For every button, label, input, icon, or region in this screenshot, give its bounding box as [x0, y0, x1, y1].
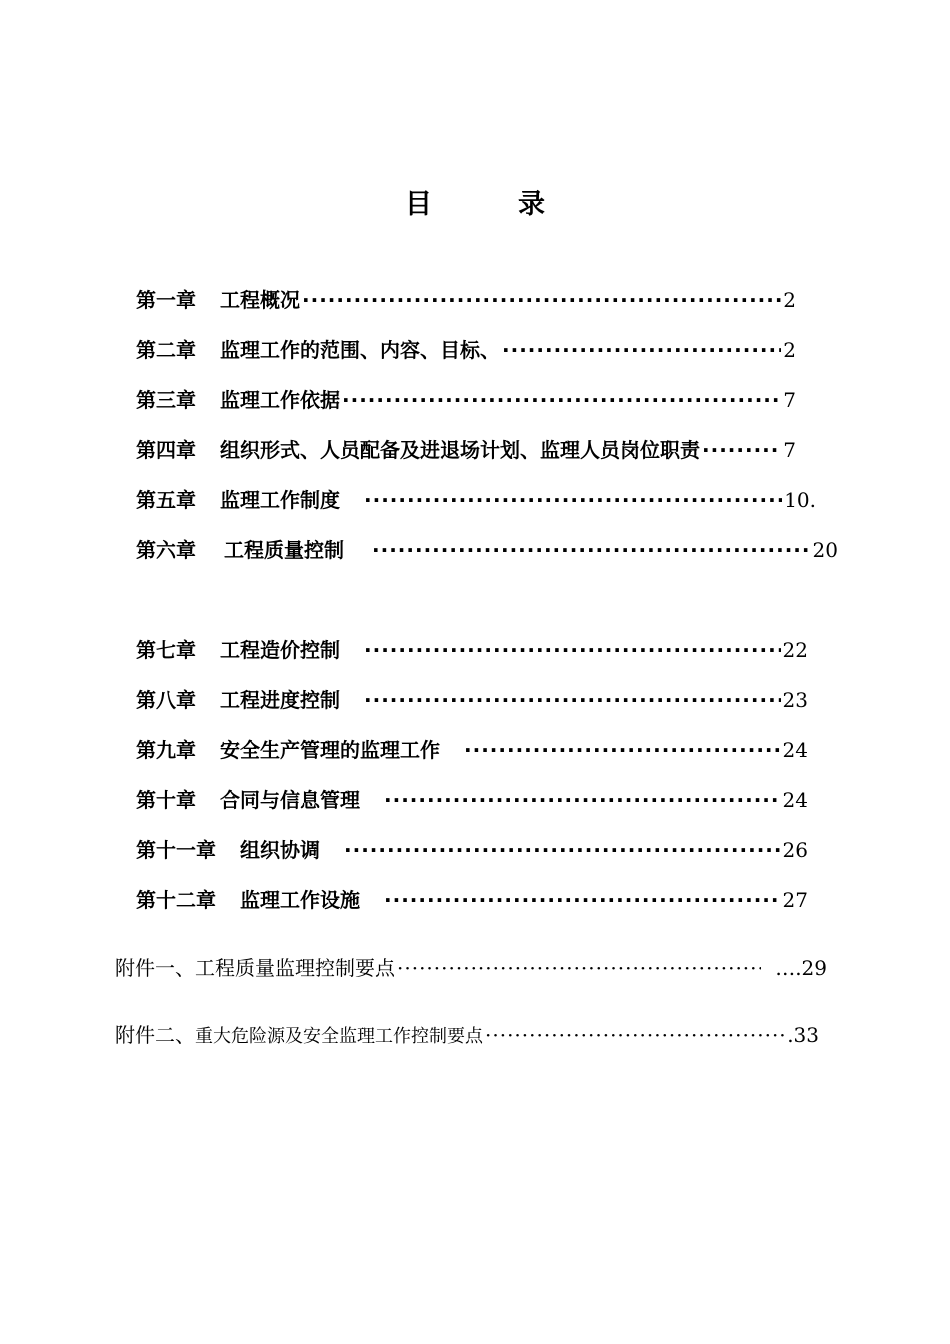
toc-entry-chapter-11[interactable] [136, 836, 808, 864]
toc-entry-appendix-2[interactable] [115, 1021, 819, 1051]
toc-entry-chapter-4[interactable] [136, 436, 796, 464]
dot-leader [502, 336, 781, 364]
dot-leader [372, 536, 811, 564]
chapter-title: 监理工作制度 [220, 488, 340, 512]
chapter-number: 第三章 [136, 388, 196, 412]
chapter-title: 安全生产管理的监理工作 [220, 738, 440, 762]
chapter-title: 工程进度控制 [220, 688, 340, 712]
chapter-page-number: 2 [783, 288, 796, 312]
chapter-title: 工程造价控制 [220, 638, 340, 662]
chapter-number: 第四章 [136, 438, 196, 462]
chapter-title: 合同与信息管理 [220, 788, 360, 812]
dot-leader [702, 436, 781, 464]
chapter-title: 监理工作依据 [220, 388, 340, 412]
toc-entry-chapter-5[interactable] [136, 486, 816, 514]
toc-entry-appendix-1[interactable] [115, 954, 827, 982]
chapter-number: 第二章 [136, 338, 196, 362]
chapter-page-number: 7 [783, 438, 796, 462]
title-char-1: 目 [405, 189, 432, 220]
chapter-title: 监理工作的范围、内容、目标、 [220, 338, 500, 362]
chapter-title: 工程概况 [220, 288, 300, 312]
dot-leader [344, 836, 781, 864]
dot-leader [364, 686, 781, 714]
chapter-number: 第十一章 [136, 838, 216, 862]
appendix-prefix: 附件一、 [115, 956, 195, 980]
dot-leader [485, 1021, 785, 1049]
chapter-title: 组织形式、人员配备及进退场计划、监理人员岗位职责 [220, 438, 700, 462]
chapter-page-number: 20 [812, 538, 838, 562]
chapter-title: 监理工作设施 [240, 888, 360, 912]
dot-leader [397, 954, 761, 982]
appendix-title: 重大危险源及安全监理工作控制要点 [195, 1026, 483, 1047]
chapter-page-number: 22 [782, 638, 808, 662]
dot-leader [464, 736, 781, 764]
chapter-page-number: 24 [782, 738, 808, 762]
chapter-page-number: 10. [784, 488, 816, 512]
toc-entry-chapter-8[interactable] [136, 686, 808, 714]
chapter-number: 第五章 [136, 488, 196, 512]
chapter-number: 第十二章 [136, 888, 216, 912]
chapter-page-number: 2 [783, 338, 796, 362]
chapter-number: 第八章 [136, 688, 196, 712]
toc-entry-chapter-1[interactable] [136, 286, 796, 314]
toc-entry-chapter-10[interactable] [136, 786, 808, 814]
dot-leader [342, 386, 781, 414]
dot-leader [384, 886, 781, 914]
chapter-number: 第一章 [136, 288, 196, 312]
chapter-page-number: 24 [782, 788, 808, 812]
chapter-page-number: 27 [782, 888, 808, 912]
dot-leader [302, 286, 781, 314]
dot-leader [364, 486, 782, 514]
page-title [0, 182, 950, 221]
title-char-2: 录 [518, 189, 545, 220]
appendix-page-number: .33 [787, 1023, 819, 1047]
chapter-number: 第十章 [136, 788, 196, 812]
toc-entry-chapter-6[interactable] [136, 536, 838, 564]
appendix-page-number: ….29 [775, 956, 827, 980]
toc-entry-chapter-2[interactable] [136, 336, 796, 364]
toc-entry-chapter-7[interactable] [136, 636, 808, 664]
chapter-title: 组织协调 [240, 838, 320, 862]
chapter-number: 第七章 [136, 638, 196, 662]
toc-entry-chapter-3[interactable] [136, 386, 796, 414]
appendix-prefix: 附件二、 [115, 1023, 195, 1047]
chapter-page-number: 26 [782, 838, 808, 862]
chapter-number: 第六章 [136, 538, 196, 562]
dot-leader [384, 786, 781, 814]
toc-entry-chapter-9[interactable] [136, 736, 808, 764]
chapter-number: 第九章 [136, 738, 196, 762]
chapter-page-number: 7 [783, 388, 796, 412]
chapter-page-number: 23 [782, 688, 808, 712]
toc-entry-chapter-12[interactable] [136, 886, 808, 914]
appendix-title: 工程质量监理控制要点 [195, 956, 395, 980]
chapter-title: 工程质量控制 [224, 538, 344, 562]
dot-leader [364, 636, 781, 664]
